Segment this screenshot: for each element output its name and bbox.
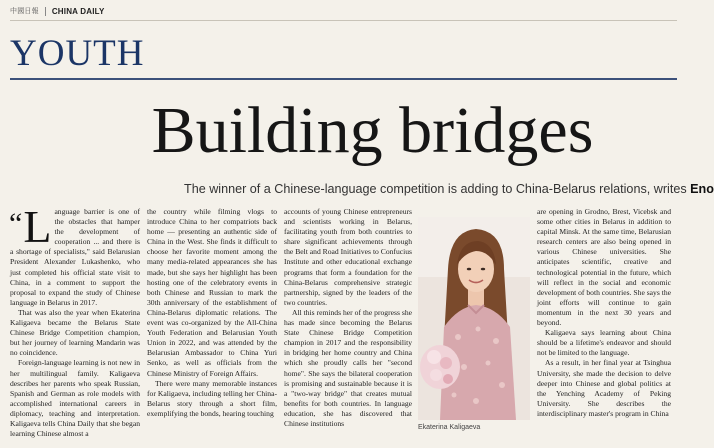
article-column-1 (9, 201, 140, 448)
section-rule (10, 78, 677, 80)
paragraph: There were many memorable instances for Kaligaeva, including telling her China-Belarus story through a short film, exemplifying the bonds, hearing touching (147, 378, 277, 418)
section-title: YOUTH (10, 33, 145, 74)
masthead-chinese-name: 中國日報 (10, 7, 39, 15)
paragraph: accounts of young Chinese entrepreneurs and scientists working in Belarus, facilitating youth from both countries to share significant achievements through the Belt and Road Initiatives to Confucius Institute and other educational exchange programs that form a foundation for the China-Belarus comprehensive strategic partnership, signed by the leaders of the two countries. (284, 207, 412, 307)
article-column-3 (284, 207, 412, 448)
article-column-2 (147, 207, 277, 448)
paragraph: Kaligaeva says learning about China should be a lifetime's endeavor and should not be limited to the language. (537, 328, 671, 358)
masthead-divider (45, 7, 46, 16)
drop-cap-letter: L (23, 201, 52, 252)
masthead (10, 4, 105, 18)
standfirst-text: The winner of a Chinese-language competition is adding to China-Belarus relations, writes (184, 182, 691, 196)
standfirst-author: Eno (690, 182, 714, 196)
paragraph: Foreign-language learning is not new in her multilingual family. Kaligaeva describes her parents who speak Russian, Spanish and German as role models with accomplished international careers in diplomacy, teaching and interpretation. Kaligaeva tells China Daily that she began learning Chinese almost a (10, 358, 140, 439)
paragraph (9, 201, 140, 308)
standfirst (184, 182, 714, 196)
photo-caption: Ekaterina Kaligaeva (418, 424, 481, 431)
portrait-illustration (418, 217, 530, 420)
paragraph: As a result, in her final year at Tsinghua University, she made the decision to delve deeper into Chinese and global politics at the Yenching Academy of Peking University. She describes the interdisciplinary master's program in China (537, 358, 671, 418)
portrait-photo (418, 217, 530, 420)
paragraph: That was also the year when Ekaterina Kaligaeva became the Belarus State Chinese Bridge Competition champion, but her journey of learning Mandarin was no coincidence. (10, 307, 140, 358)
headline: Building bridges (151, 94, 594, 167)
masthead-english-name: CHINA DAILY (51, 6, 105, 16)
drop-cap (9, 201, 52, 252)
paragraph: are opening in Grodno, Brest, Vicebsk and some other cities in Belarus in addition to capital Minsk. At the same time, Belarusian research centers are also being opened in various Chinese universities. She anticipates scientific, creative and technological potential in the future, which will reflect in the social and economic development of both countries. She says the joint efforts will continue to gain momentum in the next 30 years and beyond. (537, 207, 671, 328)
top-rule (10, 20, 677, 21)
drop-cap-quote: “ (9, 207, 23, 240)
article-column-4 (537, 207, 671, 448)
paragraph: the country while filming vlogs to introduce China to her compatriots back home — presenting an authentic side of China in the West. She finds it difficult to choose her favorite moment among the many media-related appearances she has made, but she says her highlight has been hosting one of the celebratory events in both Chinese and Russian to mark the 30th anniversary of the establishment of China-Belarus diplomatic relations. The event was co-organized by the All-China Youth Federation and Belarusian Youth Union in 2022, and was attended by the Belarusian Ambassador to China Yuri Senko, as well as officials from the Chinese Ministry of Foreign Affairs. (147, 207, 277, 378)
paragraph-text: anguage barrier is one of the obstacles that hamper the development of cooperation ... and there is a shortage of specialists," said Belarusian President Alexander Lukashenko, who just completed his official state visit to China, in a comment to support the proposal to expand the study of Chinese language in Belarus in 2017. (10, 207, 140, 307)
paragraph: All this reminds her of the progress she has made since becoming the Belarus State Chinese Bridge Competition champion in 2017 and the responsibility in bridging her home country and China which she proudly calls her "second home". She says the bilateral cooperation is promising and sustainable because it is a "two-way bridge" that creates mutual benefits for both countries. In language education, she has discovered that Chinese institutions (284, 307, 412, 428)
